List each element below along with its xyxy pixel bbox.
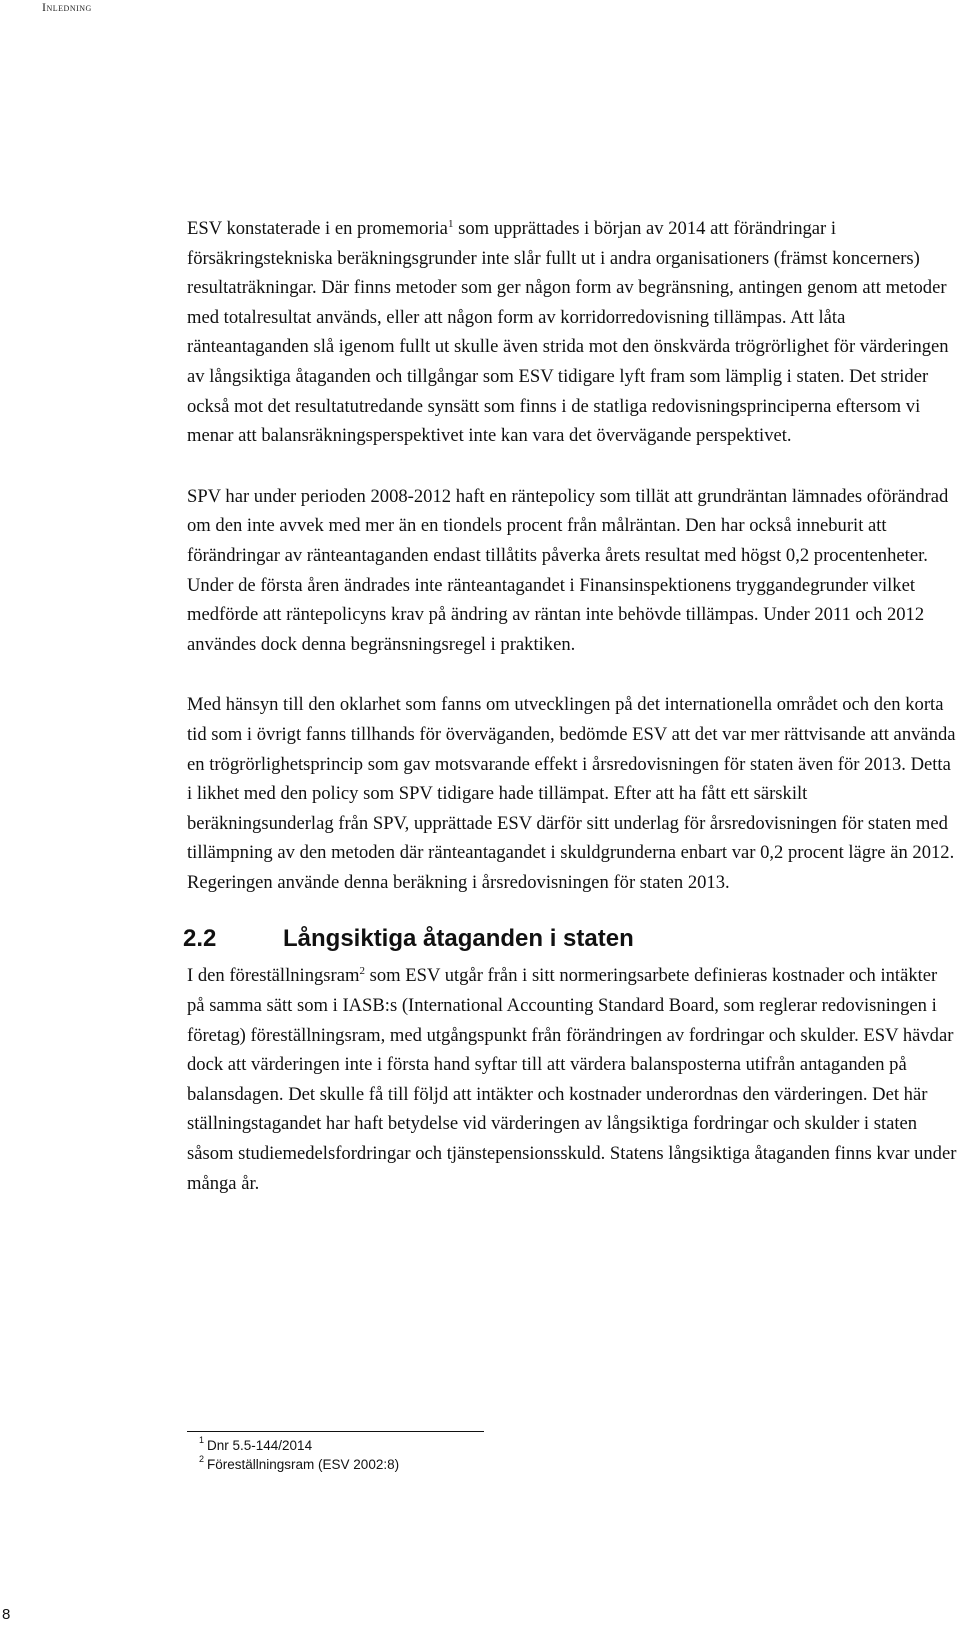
footnote-ref-2[interactable]: 2 — [359, 965, 365, 978]
footnote-mark-1: 1 — [199, 1435, 205, 1445]
footnotes — [199, 1435, 400, 1474]
page-number: 8 — [2, 1606, 11, 1623]
footnote-text-1: Dnr 5.5-144/2014 — [207, 1438, 313, 1453]
paragraph-1 — [187, 214, 957, 451]
section-title: Långsiktiga åtaganden i staten — [283, 925, 634, 953]
paragraph-4-text-b: som ESV utgår från i sitt normeringsarbete definieras kostnader och intäkter på samma sätt som i IASB:s (International Accounting Standard Board, som reglerar redovisningen i företag) föreställningsram, med utgångspunkt från förändringen av fordringar och skulder. ESV hävdar dock att värderingen inte i första hand syftar till att värdera balansposterna utifrån antaganden på balansdagen. Det skulle få till följd att intäkter och kostnader underordnas den värderingen. Det här ställningstagandet har haft betydelse vid värderingen av långsiktiga fordringar och skulder i staten såsom studiemedelsfordringar och tjänstepensionsskuld. Statens långsiktiga åtaganden finns kvar under många år. — [187, 965, 957, 1194]
paragraph-3: Med hänsyn till den oklarhet som fanns om utvecklingen på det internationella området och den korta tid som i övrigt fanns tillhands för överväganden, bedömde ESV att det var mer rättvisande att använda en trögrörlighetsprincip som gav motsvarande effekt i årsredovisningen för staten även för 2013. Detta i likhet med den policy som SPV tidigare hade tillämpat. Efter att ha fått ett särskilt beräkningsunderlag från SPV, upprättade ESV därför sitt underlag för årsredovisningen för staten med tillämpning av den metoden där ränteantagandet i skuldgrunderna enbart var 0,2 procent lägre än 2012. Regeringen använde denna beräkning i årsredovisningen för staten 2013. — [187, 694, 956, 893]
paragraph-2: SPV har under perioden 2008-2012 haft en räntepolicy som tillät att grundräntan lämnades oförändrad om den inte avvek med mer än en tiondels procent från målräntan. Den har också inneburit att förändringar av ränteantaganden endast tillåtits påverka årets resultat med högst 0,2 procentenheter. Under de första åren ändrades inte ränteantagandet i Finansinspektionens tryggandegrunder vilket medförde att räntepolicyns krav på ändring av räntan inte behövde tillämpas. Under 2011 och 2012 användes dock denna begränsningsregel i praktiken. — [187, 485, 949, 655]
section-number: 2.2 — [183, 925, 217, 953]
running-header: Inledning — [42, 0, 92, 14]
paragraph-1-text-b: som upprättades i början av 2014 att förändringar i försäkringstekniska beräkningsgrunder inte slår fullt ut i andra organisationers (främst koncerners) resultaträkningar. Där finns metoder som ger någon form av begränsning, antingen genom att metoder med totalresultat används, eller att någon form av korridorredovisning tillämpas. Att låta ränteantaganden slå igenom fullt ut skulle även strida mot den önskvärda trögrörlighet för värderingen av långsiktiga åtaganden och tillgångar som ESV tidigare lyft fram som lämplig i staten. Det strider också mot det resultatutredande synsätt som finns i de statliga redovisningsprinciperna eftersom vi menar att balansräkningsperspektivet inte kan vara det övervägande perspektivet. — [187, 218, 949, 447]
body-text — [183, 214, 957, 1229]
section-heading — [183, 923, 957, 955]
paragraph-4-text-a: I den föreställningsram — [187, 965, 360, 987]
footnote-text-2: Föreställningsram (ESV 2002:8) — [207, 1457, 400, 1472]
footnote-ref-1[interactable]: 1 — [447, 218, 454, 230]
footnote-2 — [199, 1454, 400, 1474]
footnote-mark-2: 2 — [199, 1454, 205, 1464]
footnote-divider — [187, 1431, 484, 1432]
paragraph-1-text-a: ESV konstaterade i en promemoria — [187, 218, 448, 239]
paragraph-4 — [187, 961, 957, 1198]
footnote-1 — [199, 1435, 399, 1455]
